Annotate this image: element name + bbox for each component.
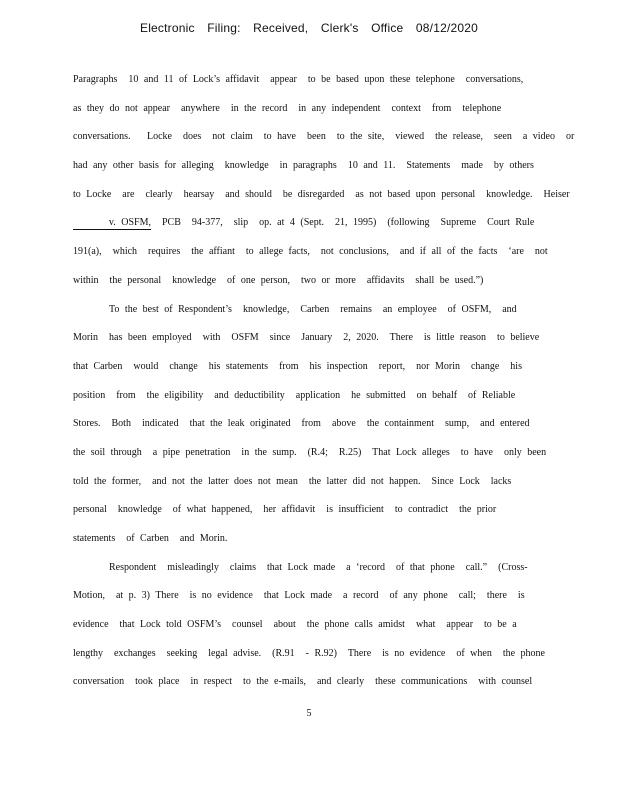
body-line: within the personal knowledge of one person, two or more affidavits shall be used.”) <box>73 274 484 286</box>
body-line: Motion, at p. 3) There is no evidence that Lock made a record of any phone call; there is <box>73 590 525 602</box>
body-line: conversation took place in respect to the e-mails, and clearly these communications with counsel <box>73 676 533 688</box>
body-line-with-citation <box>73 213 545 242</box>
body-line: to Locke are clearly hearsay and should be disregarded as not based upon personal knowledge. Heiser <box>73 188 570 200</box>
body-line: as they do not appear anywhere in the record in any independent context from telephone <box>73 102 502 114</box>
body-line: that Carben would change his statements from his inspection report, nor Morin change his <box>73 360 522 372</box>
body-line: Stores. Both indicated that the leak originated from above the containment sump, and entered <box>73 418 530 430</box>
body-line: personal knowledge of what happened, her affidavit is insufficient to contradict the prior <box>73 504 497 516</box>
body-line: the soil through a pipe penetration in the sump. (R.4; R.25) That Lock alleges to have only been <box>73 446 547 458</box>
body-line: had any other basis for alleging knowledge in paragraphs 10 and 11. Statements made by others <box>73 160 534 172</box>
body-line: position from the eligibility and deductibility application he submitted on behalf of Reliable <box>73 389 516 401</box>
document-body <box>73 70 575 701</box>
filing-header: Electronic Filing: Received, Clerk's Office 08/12/2020 <box>139 21 478 35</box>
body-line: Morin has been employed with OSFM since January 2, 2020. There is little reason to believe <box>73 332 540 344</box>
page-number: 5 <box>306 708 312 719</box>
body-line-text: PCB 94-377, slip op. at 4 (Sept. 21, 1995) (following Supreme Court Rule <box>162 217 535 229</box>
paragraph-start-line: To the best of Respondent’s knowledge, Carben remains an employee of OSFM, and <box>109 303 517 315</box>
body-line: Paragraphs 10 and 11 of Lock’s affidavit appear to be based upon these telephone conversations, <box>73 74 524 85</box>
paragraph-start-line: Respondent misleadingly claims that Lock made a ‘record of that phone call.” (Cross- <box>109 561 528 573</box>
body-line: statements of Carben and Morin. <box>73 533 228 544</box>
body-line: conversations. Locke does not claim to have been to the site, viewed the release, seen a video or <box>73 131 575 143</box>
body-line: evidence that Lock told OSFM’s counsel about the phone calls amidst what appear to be a <box>73 619 517 631</box>
body-line: told the former, and not the latter does not mean the latter did not happen. Since Lock lacks <box>73 475 512 487</box>
case-citation: v. OSFM, <box>73 217 151 230</box>
body-line: 191(a), which requires the affiant to allege facts, not conclusions, and if all of the facts ‘are not <box>73 246 548 258</box>
body-line: lengthy exchanges seeking legal advise. (R.91 - R.92) There is no evidence of when the phone <box>73 647 545 659</box>
